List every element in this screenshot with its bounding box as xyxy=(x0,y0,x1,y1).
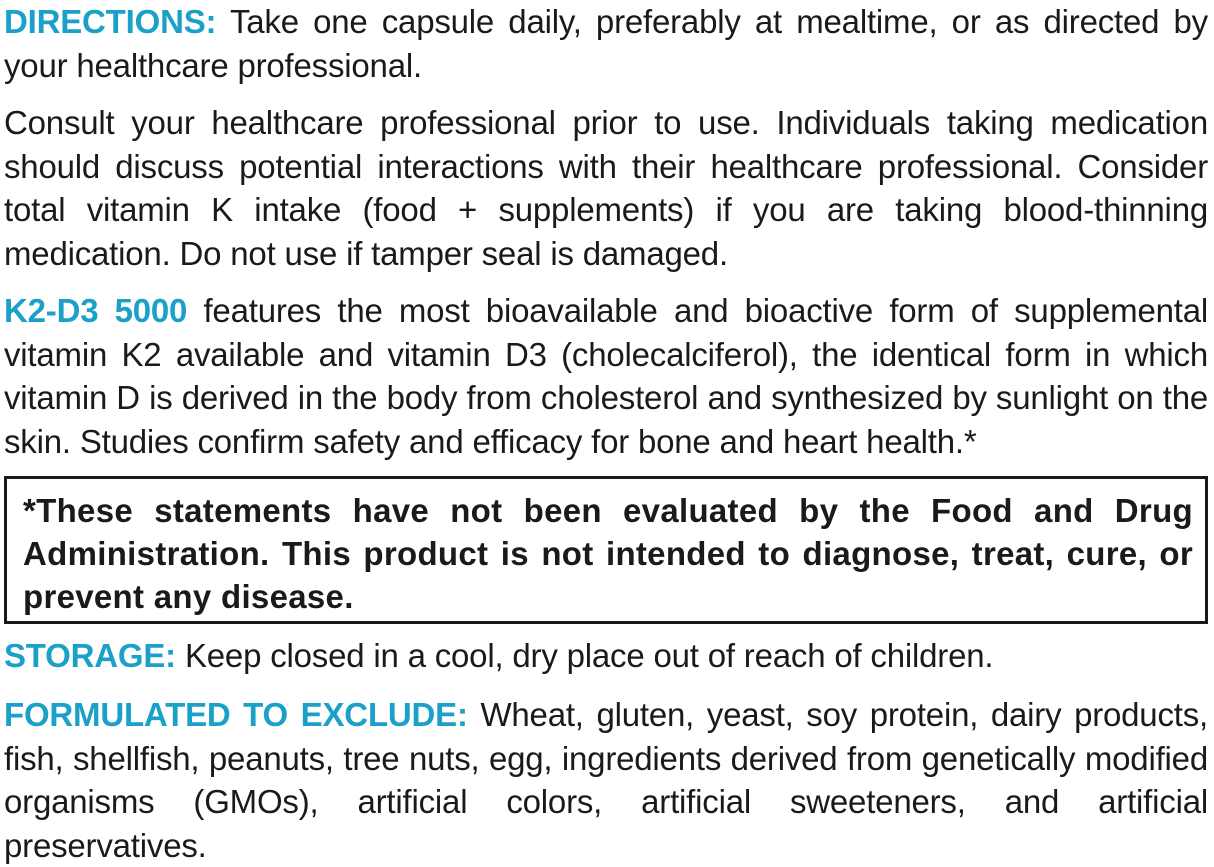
exclusions-text: Wheat, gluten, yeast, soy protein, dairy products, fish, shellfish, peanuts, tree nuts, egg, ingredients derived from genetically modified organisms (GMOs), artificial colors, artificial sweeteners, and artificial preservatives. xyxy=(4,696,1209,864)
directions-label: DIRECTIONS: xyxy=(4,3,217,40)
consult-text: Consult your healthcare professional prior to use. Individuals taking medication should discuss potential interactions with their healthcare professional. Consider total vitamin K intake (food + supplements) if you are taking blood-thinning medication. Do not use if tamper seal is damaged. xyxy=(4,104,1208,272)
storage-text: Keep closed in a cool, dry place out of reach of children. xyxy=(184,637,994,674)
directions-paragraph xyxy=(4,0,1208,87)
product-name: K2-D3 5000 xyxy=(4,292,188,329)
exclusions-paragraph xyxy=(4,693,1208,867)
fda-disclaimer-text: *These statements have not been evaluated by the Food and Drug Administration. This product is not intended to diagnose, treat, cure, or prevent any disease. xyxy=(23,492,1193,615)
fda-disclaimer-box xyxy=(4,476,1208,624)
storage-label: STORAGE: xyxy=(4,637,176,674)
product-description-paragraph xyxy=(4,289,1208,463)
consult-paragraph xyxy=(4,101,1208,275)
storage-paragraph xyxy=(4,634,1208,678)
supplement-label-panel xyxy=(4,0,1208,866)
exclusions-label: FORMULATED TO EXCLUDE: xyxy=(4,696,468,733)
product-description-text: features the most bioavailable and bioactive form of supplemental vitamin K2 available and vitamin D3 (cholecalciferol), the identical form in which vitamin D is derived in the body from cholesterol and synthesized by sunlight on the skin. Studies confirm safety and efficacy for bone and heart health.* xyxy=(4,292,1209,460)
directions-text: Take one capsule daily, preferably at mealtime, or as directed by your healthcare professional. xyxy=(4,3,1208,84)
